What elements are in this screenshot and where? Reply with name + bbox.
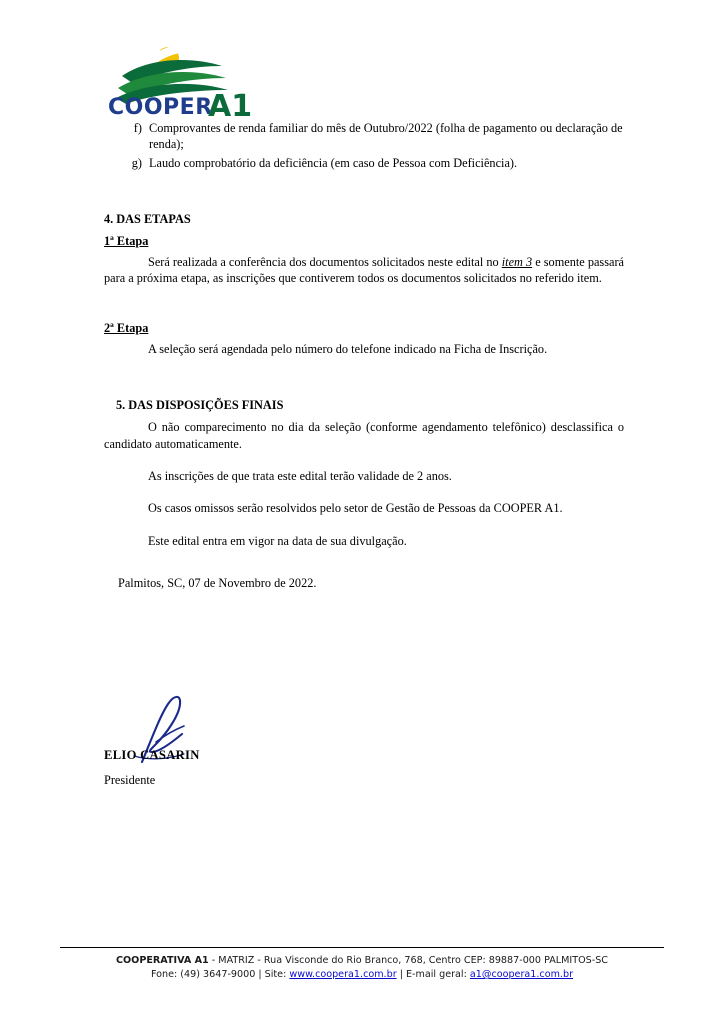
footer-org-name: COOPERATIVA A1 <box>115 955 209 967</box>
etapa1-item-reference: item 3 <box>501 254 533 269</box>
logo-graphic <box>104 36 264 116</box>
paragraph-final-2: As inscrições de que trata este edital terão validade de 2 anos. <box>148 469 452 484</box>
list-item <box>104 155 624 171</box>
subheading-etapa-1: 1ª Etapa <box>104 234 149 249</box>
list-marker: g) <box>131 155 142 170</box>
documents-list <box>104 120 624 171</box>
document-body <box>104 120 624 592</box>
list-item-text: Comprovantes de renda familiar do mês de Outubro/2022 (folha de pagamento ou declaração de renda); <box>149 121 623 152</box>
footer-phone-label: Fone: (49) 3647-9000 | Site: <box>150 969 290 981</box>
paragraph-etapa1 <box>104 254 624 287</box>
paragraph-final-1: O não comparecimento no dia da seleção (conforme agendamento telefônico) desclassifica o candidato automaticamente. <box>104 420 624 451</box>
etapa1-text-b: e somente passará para a próxima etapa, as inscrições que contiverem todos os documentos solicitados no referido item. <box>104 254 625 286</box>
cooper-a1-logo <box>104 36 264 116</box>
list-item <box>104 120 624 153</box>
section-heading-disposicoes-finais: 5. DAS DISPOSIÇÕES FINAIS <box>116 398 284 413</box>
place-and-date: Palmitos, SC, 07 de Novembro de 2022. <box>118 576 317 591</box>
section-heading-etapas: 4. DAS ETAPAS <box>104 212 191 227</box>
subheading-etapa-2: 2ª Etapa <box>104 321 149 336</box>
signatory-name: ELIO CASARIN <box>104 748 200 762</box>
signatory-role: Presidente <box>104 773 156 787</box>
list-marker: f) <box>133 121 142 135</box>
paragraph-etapa2: A seleção será agendada pelo número do telefone indicado na Ficha de Inscrição. <box>148 341 548 356</box>
svg-text:COOPER: COOPER <box>108 95 213 116</box>
paragraph-final-4: Este edital entra em vigor na data de sua divulgação. <box>148 533 407 548</box>
footer-email-link[interactable]: a1@coopera1.com.br <box>469 969 574 981</box>
svg-text:A1: A1 <box>208 89 253 116</box>
footer-address-line <box>60 954 664 968</box>
page-footer <box>60 947 664 982</box>
footer-contact-line <box>60 968 664 982</box>
footer-address: - MATRIZ - Rua Visconde do Rio Branco, 768, Centro CEP: 89887-000 PALMITOS-SC <box>208 955 609 967</box>
list-item-text: Laudo comprobatório da deficiência (em caso de Pessoa com Deficiência). <box>149 155 518 170</box>
footer-divider <box>60 947 664 948</box>
paragraph-final-3: Os casos omissos serão resolvidos pelo setor de Gestão de Pessoas da COOPER A1. <box>148 501 563 516</box>
footer-site-link[interactable]: www.coopera1.com.br <box>289 969 397 981</box>
footer-email-label: | E-mail geral: <box>396 969 470 981</box>
etapa1-text-a: Será realizada a conferência dos documentos solicitados neste edital no <box>148 254 502 269</box>
